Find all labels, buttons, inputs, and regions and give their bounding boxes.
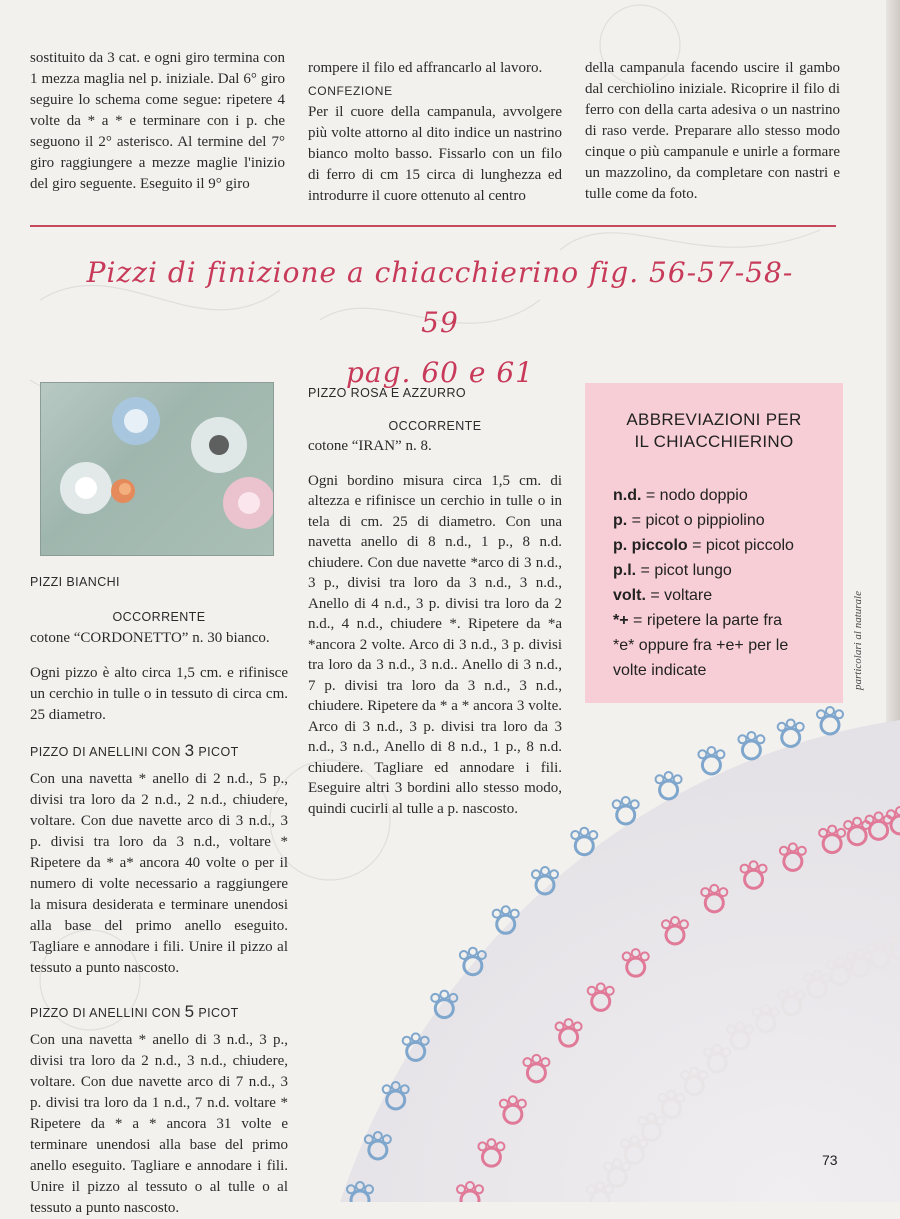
lace-picot	[541, 867, 549, 875]
abbreviation-item	[613, 608, 833, 633]
abbreviation-meaning: volte indicate	[613, 662, 707, 679]
lace-picot	[412, 1033, 420, 1041]
abbreviation-term: p.	[613, 512, 628, 529]
abbreviations-title-line-1: ABBREVIAZIONI PER	[626, 410, 802, 429]
abbreviation-term: n.d.	[613, 487, 642, 504]
lace-picot	[403, 1037, 411, 1045]
lace-picot	[778, 723, 786, 731]
lace-picot	[613, 800, 621, 808]
top-column-3	[585, 58, 840, 205]
lace-picot	[571, 831, 579, 839]
abbreviation-term: *+	[613, 612, 629, 629]
abbreviation-item	[613, 583, 833, 608]
lace-picot	[532, 870, 540, 878]
lace-picot	[460, 951, 468, 959]
lace-picot	[469, 948, 477, 956]
orange-rose	[111, 479, 135, 503]
lace-picot	[716, 750, 724, 758]
three-picot-heading-number: 3	[184, 741, 195, 760]
five-picot-heading	[30, 1001, 288, 1024]
lace-edgings-photo	[300, 700, 900, 1202]
abbreviations-title-line-2: IL CHIACCHIERINO	[634, 432, 794, 451]
tulle-fabric	[340, 720, 900, 1202]
pink-blue-body: Ogni bordino misura circa 1,5 cm. di altezza e rifinisce un cerchio in tulle o in tela di cm. 25 di diametro. Con una navetta anello di 8 n.d., 1 p., 8 n.d. chiudere. Con due navette *arco di 3 n.d., 3 p., divisi tra loro da 3 n.d., 3 n.d., Anello di 4 n.d., 3 p. divisi tra loro da 2 n.d., 4 n.d., chiudere *. Ripetere da *a *ancora 2 volte. Arco di 3 n.d., 3 p. divisi tra loro da 3 n.d., 3 n.d.. Anello di 3 n.d., 7 p. divisi tra loro da 3 n.d., 3 n.d., chiudere. Ripetere da * a * ancora 3 volte. Arco di 3 n.d., 3 p. divisi tra loro da 3 n.d., 3 n.d., Anello di 8 n.d., 1 p., 8 n.d. chiudere. Tagliare ed annodare i fili. Eseguire altri 3 bordini allo stesso modo, quindi cucirli al tulle a p. nascosto.	[308, 472, 562, 817]
abbreviation-item	[613, 633, 833, 658]
lace-picot	[674, 775, 682, 783]
abbreviation-meaning: = picot piccolo	[687, 537, 794, 554]
lace-picot	[796, 723, 804, 731]
abbreviation-item	[613, 508, 833, 533]
abbreviation-meaning: = picot o pippiolino	[627, 512, 765, 529]
abbreviation-meaning: = picot lungo	[636, 562, 732, 579]
lace-picot	[656, 775, 664, 783]
top-column-1	[30, 48, 285, 195]
lace-flowers-illustration	[41, 383, 273, 555]
pink-blue-material: cotone “IRAN” n. 8.	[308, 438, 432, 454]
three-picot-body: Con una navetta * anello di 2 n.d., 5 p., divisi tra loro da 2 n.d., 2 n.d., chiudere, voltare. Con due navette arco di 3 n.d., 3 p. divisi tra loro da 3 n.d., voltare * Ripetere da * a* ancora 40 volte o per il numero di volte necessario a raggiungere la misura desiderata e terminare unendosi alla base del primo anello eseguito. Tagliare e annodare i fili. Unire il pizzo al tessuto a punto nascosto.	[30, 771, 288, 976]
abbreviations-box	[585, 383, 843, 703]
white-flower-left	[60, 462, 112, 514]
lace-picot	[550, 870, 558, 878]
black-white-flower	[191, 417, 247, 473]
lace-picot	[622, 797, 630, 805]
abbreviations-list	[613, 483, 833, 683]
lace-picot	[835, 710, 843, 718]
lace-picot	[826, 707, 834, 715]
lace-picot	[787, 720, 795, 728]
abbreviation-item	[613, 533, 833, 558]
pink-blue-heading: PIZZO ROSA E AZZURRO	[308, 386, 467, 400]
five-picot-body: Con una navetta * anello di 3 n.d., 3 p., divisi tra loro da 2 n.d., 3 n.d., chiudere, voltare. Con due navette arco di 7 n.d., 3 p. divisi tra loro da 1 n.d., 7 n.d. voltare * Ripetere da * a * ancora 31 volte e terminare unendosi alla base del primo anello eseguito. Tagliare e annodare i fili. Unire il pizzo al tessuto o al tulle o al tessuto a punto nascosto.	[30, 1032, 288, 1216]
abbreviation-item	[613, 483, 833, 508]
lace-ring	[742, 741, 760, 759]
abbreviation-meaning: *e* oppure fra +e+ per le	[613, 637, 789, 654]
lace-ring	[782, 729, 800, 747]
abbreviation-meaning: = ripetere la parte fra	[628, 612, 782, 629]
lace-ring	[821, 716, 839, 734]
top-column-2-intro: rompere il filo ed affrancarlo al lavoro.	[308, 60, 543, 76]
lace-picot	[756, 735, 764, 743]
lace-picot	[707, 747, 715, 755]
abbreviation-item	[613, 658, 833, 683]
top-column-2	[308, 58, 562, 207]
white-lace-column	[30, 572, 288, 1219]
section-title	[70, 248, 810, 398]
abbreviation-term: p.l.	[613, 562, 637, 579]
lace-picot	[665, 772, 673, 780]
section-title-line-1: Pizzi di finizione a chiacchierino fig. 56-57-58-59	[86, 256, 794, 339]
five-picot-heading-a: PIZZO DI ANELLINI CON	[30, 1006, 185, 1020]
lace-picot	[631, 800, 639, 808]
lace-picot	[511, 910, 519, 918]
top-column-2-body: Per il cuore della campanula, avvolgere più volte attorno al dito indice un nastrino bianco molto basso. Fissarlo con un filo di ferro di cm 15 circa di lunghezza ed introdurre il cuore ottenuto al centro	[308, 104, 562, 204]
confezione-heading: CONFEZIONE	[308, 84, 393, 98]
lace-ring	[660, 781, 678, 799]
lace-picot	[431, 994, 439, 1002]
white-material: cotone “CORDONETTO” n. 30 bianco.	[30, 630, 270, 646]
lace-picot	[440, 991, 448, 999]
abbreviation-term: volt.	[613, 587, 646, 604]
lace-picot	[747, 732, 755, 740]
pizzi-bianchi-heading: PIZZI BIANCHI	[30, 575, 120, 589]
three-picot-heading-a: PIZZO DI ANELLINI CON	[30, 745, 185, 759]
lace-ring	[617, 806, 635, 824]
three-picot-heading	[30, 740, 288, 763]
page-number: 73	[822, 1152, 838, 1168]
lace-ring	[702, 756, 720, 774]
lace-picot	[738, 735, 746, 743]
lace-picot	[493, 910, 501, 918]
abbreviation-term: p. piccolo	[613, 537, 688, 554]
lace-picot	[580, 828, 588, 836]
abbreviation-meaning: = nodo doppio	[641, 487, 748, 504]
white-intro: Ogni pizzo è alto circa 1,5 cm. e rifinisce un cerchio in tulle o in tessuto di circa cm. 25 diametro.	[30, 665, 288, 723]
five-picot-heading-c: PICOT	[194, 1006, 239, 1020]
lace-ring	[575, 837, 593, 855]
occorrente-heading-white: OCCORRENTE	[112, 610, 206, 624]
lace-picot	[502, 906, 510, 914]
blue-flower	[112, 397, 160, 445]
section-divider	[30, 225, 836, 227]
section-title-line-2: pag. 60 e 61	[346, 356, 534, 389]
lace-picot	[817, 710, 825, 718]
lace-flowers-photo	[40, 382, 274, 556]
abbreviation-meaning: = voltare	[645, 587, 713, 604]
pink-flower	[223, 477, 273, 529]
abbreviation-item	[613, 558, 833, 583]
lace-picot	[589, 831, 597, 839]
occorrente-heading-pink-blue: OCCORRENTE	[388, 418, 482, 433]
top-column-3-text: della campanula facendo uscire il gambo dal cerchiolino iniziale. Ricoprire il filo di ferro con della carta adesiva o un nastrino di raso verde. Preparare allo stesso modo cinque o più campanule e unirle a formare un mazzolino, da completare con nastri e tulle come da foto.	[585, 60, 840, 202]
top-column-1-text: sostituito da 3 cat. e ogni giro termina con 1 mezza maglia nel p. iniziale. Dal 6° giro seguire lo schema come segue: ripetere 4 volte da * a * e terminare con i p. che seguono il 2° asterisco. Al termine del 7° giro raggiungere a mezze maglie l'inizio del giro seguente. Eseguito il 9° giro	[30, 50, 285, 192]
five-picot-heading-number: 5	[184, 1002, 195, 1021]
lace-picot	[698, 750, 706, 758]
side-caption: particolari al naturale	[852, 591, 864, 690]
three-picot-heading-c: PICOT	[194, 745, 239, 759]
abbreviations-title	[585, 409, 843, 453]
